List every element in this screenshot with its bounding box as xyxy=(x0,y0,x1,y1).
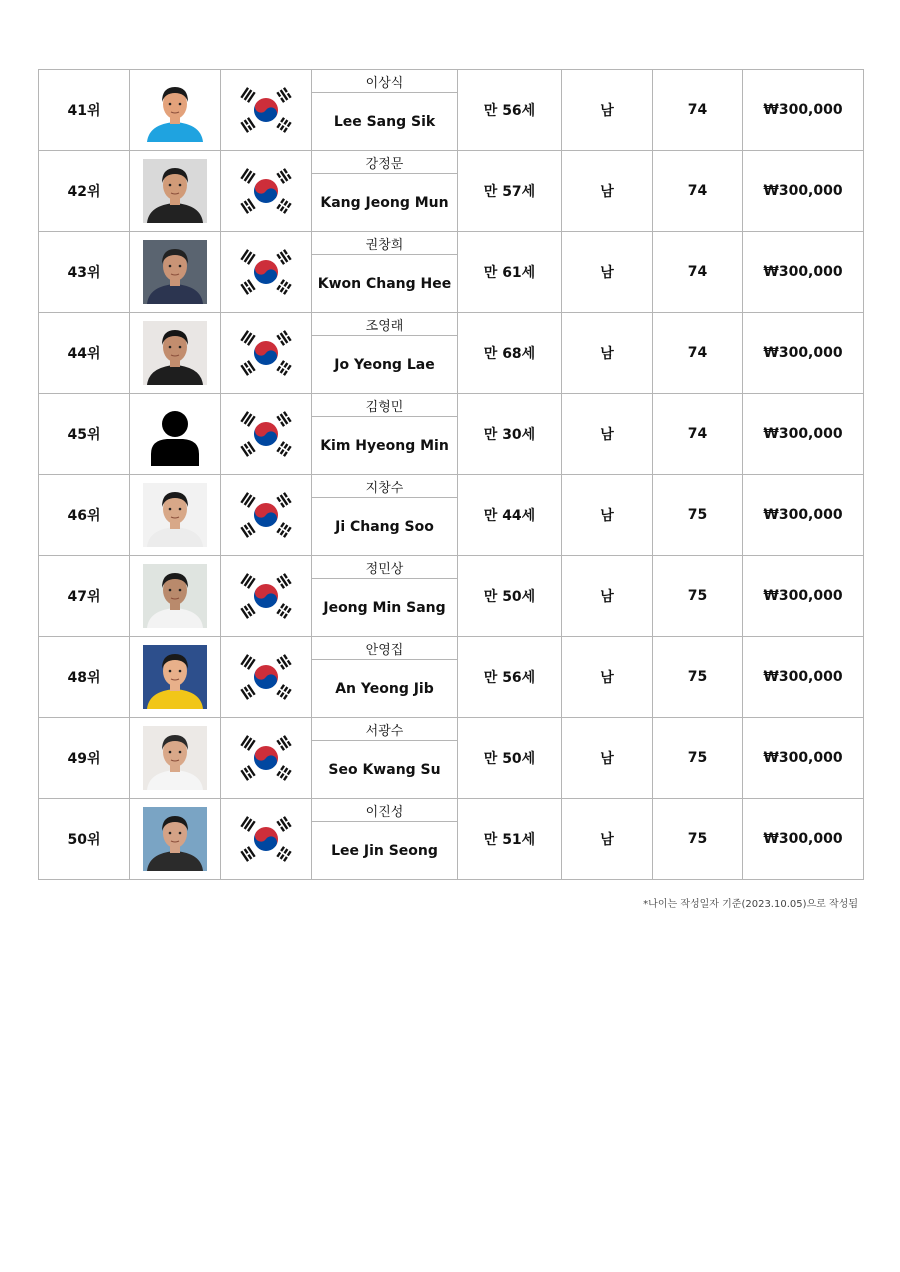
south-korea-flag-icon xyxy=(238,733,294,783)
player-photo xyxy=(143,321,207,385)
english-name: Jo Yeong Lae xyxy=(312,336,458,394)
ranking-table xyxy=(38,69,864,880)
nationality-cell xyxy=(221,394,312,475)
rank-cell: 49위 xyxy=(39,718,130,799)
prize-cell: ₩300,000 xyxy=(743,394,864,475)
player-photo xyxy=(143,483,207,547)
table-row xyxy=(39,70,864,93)
korean-name: 권창희 xyxy=(312,232,458,255)
south-korea-flag-icon xyxy=(238,571,294,621)
nationality-cell xyxy=(221,475,312,556)
photo-cell xyxy=(130,799,221,880)
english-name: Kim Hyeong Min xyxy=(312,417,458,475)
korean-name: 김형민 xyxy=(312,394,458,417)
south-korea-flag-icon xyxy=(238,247,294,297)
nationality-cell xyxy=(221,718,312,799)
photo-cell xyxy=(130,718,221,799)
table-row xyxy=(39,718,864,741)
photo-cell xyxy=(130,556,221,637)
english-name: Jeong Min Sang xyxy=(312,579,458,637)
rank-cell: 46위 xyxy=(39,475,130,556)
photo-cell xyxy=(130,313,221,394)
south-korea-flag-icon xyxy=(238,490,294,540)
age-cell: 만 50세 xyxy=(458,556,562,637)
rank-cell: 42위 xyxy=(39,151,130,232)
prize-cell: ₩300,000 xyxy=(743,151,864,232)
player-photo xyxy=(143,402,207,466)
gender-cell: 남 xyxy=(562,232,653,313)
prize-cell: ₩300,000 xyxy=(743,70,864,151)
score-cell: 75 xyxy=(653,556,743,637)
south-korea-flag-icon xyxy=(238,652,294,702)
korean-name: 정민상 xyxy=(312,556,458,579)
gender-cell: 남 xyxy=(562,313,653,394)
footnote: *나이는 작성일자 기준(2023.10.05)으로 작성됨 xyxy=(643,899,858,910)
gender-cell: 남 xyxy=(562,718,653,799)
nationality-cell xyxy=(221,556,312,637)
player-photo xyxy=(143,159,207,223)
nationality-cell xyxy=(221,70,312,151)
player-photo xyxy=(143,645,207,709)
gender-cell: 남 xyxy=(562,799,653,880)
english-name: Seo Kwang Su xyxy=(312,741,458,799)
table-row xyxy=(39,313,864,336)
nationality-cell xyxy=(221,313,312,394)
table-row xyxy=(39,475,864,498)
english-name: Lee Sang Sik xyxy=(312,93,458,151)
gender-cell: 남 xyxy=(562,556,653,637)
korean-name: 지창수 xyxy=(312,475,458,498)
score-cell: 74 xyxy=(653,313,743,394)
table-row xyxy=(39,232,864,255)
south-korea-flag-icon xyxy=(238,409,294,459)
south-korea-flag-icon xyxy=(238,814,294,864)
prize-cell: ₩300,000 xyxy=(743,718,864,799)
photo-cell xyxy=(130,232,221,313)
player-photo xyxy=(143,78,207,142)
score-cell: 74 xyxy=(653,151,743,232)
table-row xyxy=(39,151,864,174)
gender-cell: 남 xyxy=(562,394,653,475)
korean-name: 서광수 xyxy=(312,718,458,741)
age-cell: 만 56세 xyxy=(458,70,562,151)
table-row xyxy=(39,394,864,417)
age-cell: 만 61세 xyxy=(458,232,562,313)
south-korea-flag-icon xyxy=(238,85,294,135)
south-korea-flag-icon xyxy=(238,328,294,378)
photo-cell xyxy=(130,70,221,151)
photo-cell xyxy=(130,637,221,718)
age-cell: 만 68세 xyxy=(458,313,562,394)
score-cell: 74 xyxy=(653,70,743,151)
south-korea-flag-icon xyxy=(238,166,294,216)
nationality-cell xyxy=(221,637,312,718)
rank-cell: 50위 xyxy=(39,799,130,880)
english-name: Kwon Chang Hee xyxy=(312,255,458,313)
nationality-cell xyxy=(221,799,312,880)
rank-cell: 43위 xyxy=(39,232,130,313)
photo-cell xyxy=(130,151,221,232)
player-photo xyxy=(143,564,207,628)
gender-cell: 남 xyxy=(562,475,653,556)
score-cell: 74 xyxy=(653,232,743,313)
table-row xyxy=(39,799,864,822)
player-photo xyxy=(143,807,207,871)
prize-cell: ₩300,000 xyxy=(743,475,864,556)
table-row xyxy=(39,637,864,660)
korean-name: 강정문 xyxy=(312,151,458,174)
rank-cell: 48위 xyxy=(39,637,130,718)
english-name: Kang Jeong Mun xyxy=(312,174,458,232)
age-cell: 만 57세 xyxy=(458,151,562,232)
photo-cell xyxy=(130,394,221,475)
gender-cell: 남 xyxy=(562,637,653,718)
nationality-cell xyxy=(221,151,312,232)
gender-cell: 남 xyxy=(562,70,653,151)
table-row xyxy=(39,556,864,579)
age-cell: 만 30세 xyxy=(458,394,562,475)
photo-cell xyxy=(130,475,221,556)
player-photo xyxy=(143,240,207,304)
age-cell: 만 56세 xyxy=(458,637,562,718)
score-cell: 75 xyxy=(653,718,743,799)
korean-name: 조영래 xyxy=(312,313,458,336)
score-cell: 75 xyxy=(653,475,743,556)
korean-name: 이상식 xyxy=(312,70,458,93)
prize-cell: ₩300,000 xyxy=(743,556,864,637)
age-cell: 만 44세 xyxy=(458,475,562,556)
rank-cell: 45위 xyxy=(39,394,130,475)
prize-cell: ₩300,000 xyxy=(743,313,864,394)
english-name: Ji Chang Soo xyxy=(312,498,458,556)
korean-name: 안영집 xyxy=(312,637,458,660)
ranking-rows xyxy=(39,70,864,880)
age-cell: 만 50세 xyxy=(458,718,562,799)
prize-cell: ₩300,000 xyxy=(743,637,864,718)
english-name: An Yeong Jib xyxy=(312,660,458,718)
score-cell: 74 xyxy=(653,394,743,475)
gender-cell: 남 xyxy=(562,151,653,232)
prize-cell: ₩300,000 xyxy=(743,799,864,880)
prize-cell: ₩300,000 xyxy=(743,232,864,313)
english-name: Lee Jin Seong xyxy=(312,822,458,880)
player-photo xyxy=(143,726,207,790)
rank-cell: 44위 xyxy=(39,313,130,394)
score-cell: 75 xyxy=(653,799,743,880)
score-cell: 75 xyxy=(653,637,743,718)
age-cell: 만 51세 xyxy=(458,799,562,880)
korean-name: 이진성 xyxy=(312,799,458,822)
rank-cell: 41위 xyxy=(39,70,130,151)
rank-cell: 47위 xyxy=(39,556,130,637)
nationality-cell xyxy=(221,232,312,313)
